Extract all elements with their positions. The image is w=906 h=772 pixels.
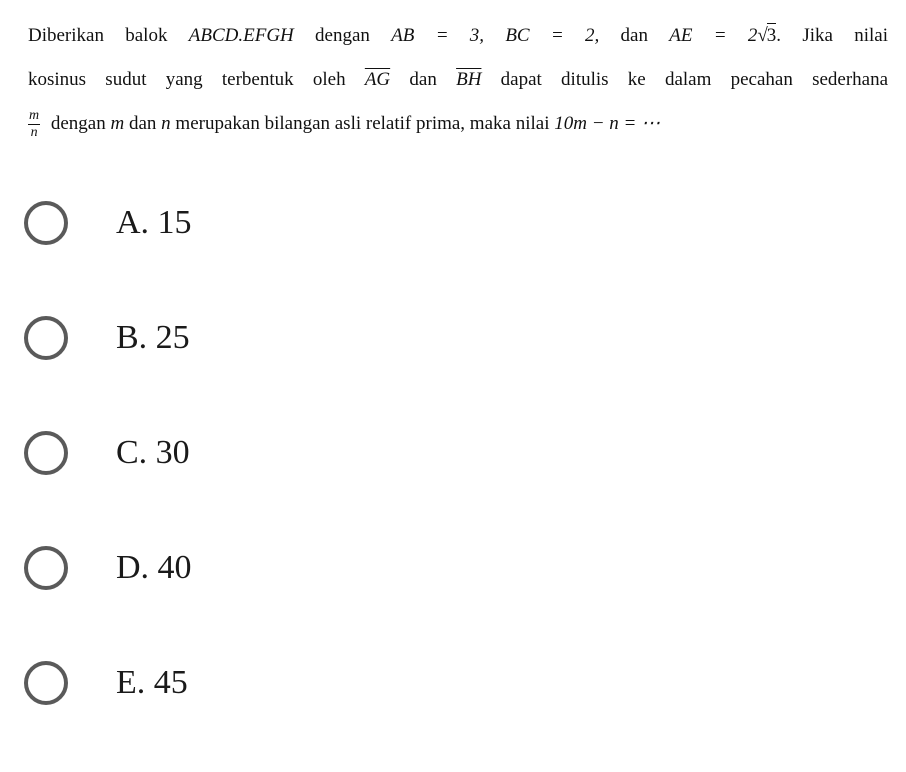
question-text-segment: dan bbox=[409, 69, 437, 90]
variable-m: m bbox=[110, 113, 125, 134]
question-text-segment: dan bbox=[620, 25, 648, 46]
option-label[interactable]: A. 15 bbox=[116, 204, 192, 241]
equation-ab-bc: AB = 3, BC = 2, bbox=[391, 25, 600, 46]
question-text-segment: dengan bbox=[50, 113, 106, 134]
question-text-segment: dapat ditulis ke dalam pecahan sederhana bbox=[500, 69, 889, 90]
radio-button-icon[interactable] bbox=[24, 201, 68, 245]
radio-button-icon[interactable] bbox=[24, 661, 68, 705]
sqrt-symbol: √ bbox=[757, 25, 768, 46]
option-label[interactable]: E. 45 bbox=[116, 664, 188, 701]
sqrt-radicand: 3 bbox=[766, 25, 777, 46]
question-text-segment: dan bbox=[128, 113, 157, 134]
segment-bh: $\overline{BH}$ bbox=[456, 69, 482, 90]
question-text-segment: merupakan bilangan asli relatif prima, maka nilai bbox=[175, 113, 550, 134]
variable-n: n bbox=[161, 113, 171, 134]
target-expression: 10m − n = ⋯ bbox=[554, 113, 661, 134]
shape-name: ABCD.EFGH bbox=[188, 25, 294, 46]
fraction-numerator: m bbox=[29, 108, 40, 124]
radio-button-icon[interactable] bbox=[24, 316, 68, 360]
option-label[interactable]: C. 30 bbox=[116, 434, 190, 471]
question-text-segment: . Jika nilai bbox=[776, 25, 888, 46]
question-text-segment: Diberikan balok bbox=[28, 25, 168, 46]
question-line-3 bbox=[28, 106, 888, 150]
question-line-2 bbox=[28, 62, 888, 106]
fraction-denominator: n bbox=[30, 125, 38, 141]
option-label[interactable]: D. 40 bbox=[116, 549, 192, 586]
question-text-segment: dengan bbox=[315, 25, 370, 46]
radio-button-icon[interactable] bbox=[24, 546, 68, 590]
fraction-m-over-n bbox=[28, 109, 40, 140]
equation-ae-lhs: AE = 2 bbox=[669, 25, 758, 46]
option-label[interactable]: B. 25 bbox=[116, 319, 190, 356]
question-line-1 bbox=[28, 18, 888, 62]
radio-button-icon[interactable] bbox=[24, 431, 68, 475]
question-text bbox=[28, 18, 888, 150]
segment-ag: $\overline{AG}$ bbox=[364, 69, 391, 90]
equation-ae bbox=[669, 25, 888, 46]
question-text-segment: kosinus sudut yang terbentuk oleh bbox=[28, 69, 346, 90]
